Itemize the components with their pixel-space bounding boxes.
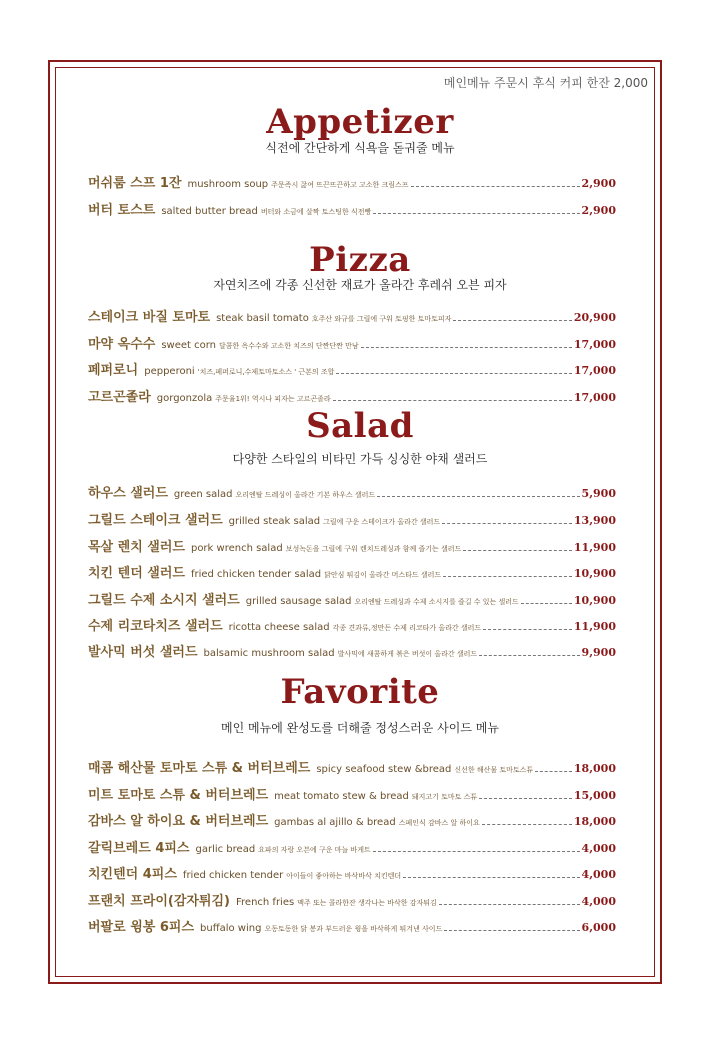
dot-leader: [453, 319, 571, 321]
dot-leader: [444, 929, 579, 931]
dot-leader: [361, 346, 572, 348]
item-english-name: garlic bread: [195, 844, 256, 855]
section-title-appetizer: Appetizer: [266, 102, 454, 142]
item-korean-name: 하우스 샐러드: [88, 486, 168, 500]
dot-leader: [442, 522, 572, 524]
item-english-name: ricotta cheese salad: [228, 622, 330, 633]
item-description: 보성녹돈을 그릴에 구워 렌치드레싱과 함께 즐기는 샐러드: [285, 545, 462, 553]
item-price: 17,000: [573, 364, 616, 377]
menu-item: [88, 359, 616, 377]
item-price: 9,900: [581, 646, 616, 659]
item-english-name: steak basil tomato: [216, 313, 309, 324]
item-english-name: French fries: [236, 897, 295, 908]
dot-leader: [463, 549, 572, 551]
item-description: 그릴에 구운 스테이크가 올라간 샐러드: [323, 518, 441, 526]
item-description: 오리엔탈 드레싱이 올라간 기본 하우스 샐러드: [235, 491, 376, 499]
item-price: 15,000: [573, 789, 616, 802]
item-description: 발사믹에 새콤하게 볶은 버섯이 올라간 샐러드: [337, 650, 478, 658]
item-korean-name: 마약 옥수수: [88, 337, 156, 351]
item-english-name: gorgonzola: [156, 393, 213, 404]
item-korean-name: 버터 토스트: [88, 203, 156, 217]
menu-item: [88, 641, 616, 659]
item-price: 10,900: [573, 567, 616, 580]
item-description: 호주산 와규를 그릴에 구워 토핑한 토마토피자: [311, 315, 452, 323]
item-description: 스페인식 감바스 알 하이요: [398, 819, 480, 827]
dot-leader: [521, 602, 572, 604]
dot-leader: [479, 654, 579, 656]
menu-item: [88, 863, 616, 881]
item-english-name: buffalo wing: [200, 923, 262, 934]
dot-leader: [336, 372, 571, 374]
dot-leader: [377, 495, 579, 497]
item-korean-name: 발사믹 버섯 샐러드: [88, 645, 198, 659]
item-english-name: gambas al ajillo & bread: [274, 817, 396, 828]
menu-item: [88, 536, 616, 554]
item-description: 오리엔탈 드레싱과 수제 소시지를 즐길 수 있는 샐러드: [354, 598, 519, 606]
item-price: 11,900: [573, 620, 616, 633]
menu-item: [88, 306, 616, 324]
item-price: 20,900: [573, 311, 616, 324]
dot-leader: [483, 628, 572, 630]
section-subtitle-pizza: 자연치즈에 각종 신선한 재료가 올라간 후레쉬 오븐 피자: [213, 278, 507, 292]
item-korean-name: 그릴드 스테이크 샐러드: [88, 513, 223, 527]
dot-leader: [411, 185, 580, 187]
item-korean-name: 고르곤졸라: [88, 390, 151, 404]
menu-item: [88, 757, 616, 775]
item-price: 18,000: [573, 762, 616, 775]
item-english-name: balsamic mushroom salad: [203, 648, 335, 659]
menu-item: [88, 482, 616, 500]
item-english-name: grilled sausage salad: [245, 596, 352, 607]
section-subtitle-appetizer: 식전에 간단하게 식욕을 돋궈줄 메뉴: [265, 141, 455, 155]
dot-leader: [373, 850, 580, 852]
dot-leader: [443, 575, 572, 577]
item-english-name: pepperoni: [144, 366, 195, 377]
item-english-name: green salad: [173, 489, 233, 500]
item-korean-name: 감바스 알 하이요 & 버터브레드: [88, 814, 269, 828]
section-title-pizza: Pizza: [309, 240, 411, 280]
section-subtitle-salad: 다양한 스타일의 비타민 가득 싱싱한 야채 샐러드: [232, 452, 488, 466]
item-english-name: salted butter bread: [161, 206, 258, 217]
item-korean-name: 갈릭브레드 4피스: [88, 841, 190, 855]
dot-leader: [479, 797, 572, 799]
item-price: 4,000: [581, 895, 616, 908]
item-description: 맥주 또는 콜라한잔 생각나는 바삭한 감자튀김: [297, 899, 437, 907]
item-description: 닭안심 튀김이 올라간 머스타드 샐러드: [324, 571, 442, 579]
item-price: 11,900: [573, 541, 616, 554]
item-english-name: pork wrench salad: [190, 543, 283, 554]
menu-item: [88, 890, 616, 908]
item-english-name: fried chicken tender salad: [190, 569, 322, 580]
item-english-name: meat tomato stew & bread: [274, 791, 409, 802]
item-price: 17,000: [573, 391, 616, 404]
item-english-name: sweet corn: [161, 340, 217, 351]
item-korean-name: 목살 렌치 샐러드: [88, 540, 185, 554]
item-description: 각종 견과류,정만든 수제 리코타가 올라간 샐러드: [332, 624, 482, 632]
item-price: 18,000: [573, 815, 616, 828]
dot-leader: [535, 770, 572, 772]
dot-leader: [403, 876, 579, 878]
menu-item: [88, 172, 616, 190]
section-title-favorite: Favorite: [280, 672, 440, 712]
item-price: 17,000: [573, 338, 616, 351]
item-korean-name: 매콤 해산물 토마토 스튜 & 버터브레드: [88, 761, 311, 775]
dot-leader: [439, 903, 580, 905]
item-description: 달콤한 옥수수와 고소한 치즈의 단짠단짠 만남: [219, 342, 359, 350]
menu-item: [88, 562, 616, 580]
item-korean-name: 그릴드 수제 소시지 샐러드: [88, 593, 240, 607]
item-price: 2,900: [581, 177, 616, 190]
item-price: 13,900: [573, 514, 616, 527]
item-korean-name: 스테이크 바질 토마토: [88, 310, 211, 324]
menu-item: [88, 916, 616, 934]
menu-item: [88, 589, 616, 607]
item-price: 10,900: [573, 594, 616, 607]
item-price: 4,000: [581, 868, 616, 881]
menu-item: [88, 199, 616, 217]
item-description: '치즈,페퍼로니,수제토마토소스 ' 근본의 조합: [197, 368, 335, 376]
dot-leader: [482, 823, 572, 825]
menu-item: [88, 509, 616, 527]
item-price: 4,000: [581, 842, 616, 855]
item-description: 돼지고기 토마토 스튜: [411, 793, 478, 801]
item-price: 5,900: [581, 487, 616, 500]
item-english-name: spicy seafood stew &bread: [316, 764, 452, 775]
dot-leader: [333, 399, 572, 401]
section-title-salad: Salad: [306, 406, 414, 446]
menu-item: [88, 810, 616, 828]
item-english-name: fried chicken tender: [182, 870, 284, 881]
menu-item: [88, 386, 616, 404]
item-description: 요파의 자랑 오븐에 구운 마늘 바게트: [258, 846, 371, 854]
menu-item: [88, 837, 616, 855]
item-korean-name: 치킨텐더 4피스: [88, 867, 177, 881]
coffee-notice: 메인메뉴 주문시 후식 커피 한잔 2,000: [443, 76, 648, 90]
item-korean-name: 미트 토마토 스튜 & 버터브레드: [88, 788, 269, 802]
item-price: 2,900: [581, 204, 616, 217]
menu-item: [88, 333, 616, 351]
dot-leader: [373, 212, 579, 214]
section-subtitle-favorite: 메인 메뉴에 완성도를 더해줄 정성스러운 사이드 메뉴: [221, 721, 499, 735]
item-description: 주문즉시 끓여 뜨끈뜨끈하고 고소한 크림스프: [271, 181, 409, 189]
item-english-name: mushroom soup: [187, 179, 269, 190]
item-korean-name: 치킨 텐더 샐러드: [88, 566, 185, 580]
item-korean-name: 프랜치 프라이(감자튀김): [88, 894, 230, 908]
menu-item: [88, 615, 616, 633]
item-description: 주문율1위! 역시나 피자는 고르곤졸라: [215, 395, 331, 403]
item-price: 6,000: [581, 921, 616, 934]
item-korean-name: 수제 리코타치즈 샐러드: [88, 619, 223, 633]
item-description: 오동토동한 닭 봉과 부드러운 윙을 바삭하게 튀겨낸 사이드: [264, 925, 443, 933]
item-korean-name: 버팔로 윙봉 6피스: [88, 920, 195, 934]
item-description: 신선한 해산물 토마토스튜: [454, 766, 534, 774]
item-korean-name: 페퍼로니: [88, 363, 139, 377]
item-description: 아이들이 좋아하는 바삭바삭 치킨텐더: [286, 872, 402, 880]
menu-item: [88, 784, 616, 802]
item-description: 버터와 소금에 살짝 토스팅한 식전빵: [260, 208, 372, 216]
item-korean-name: 머쉬룸 스프 1잔: [88, 176, 182, 190]
item-english-name: grilled steak salad: [228, 516, 321, 527]
